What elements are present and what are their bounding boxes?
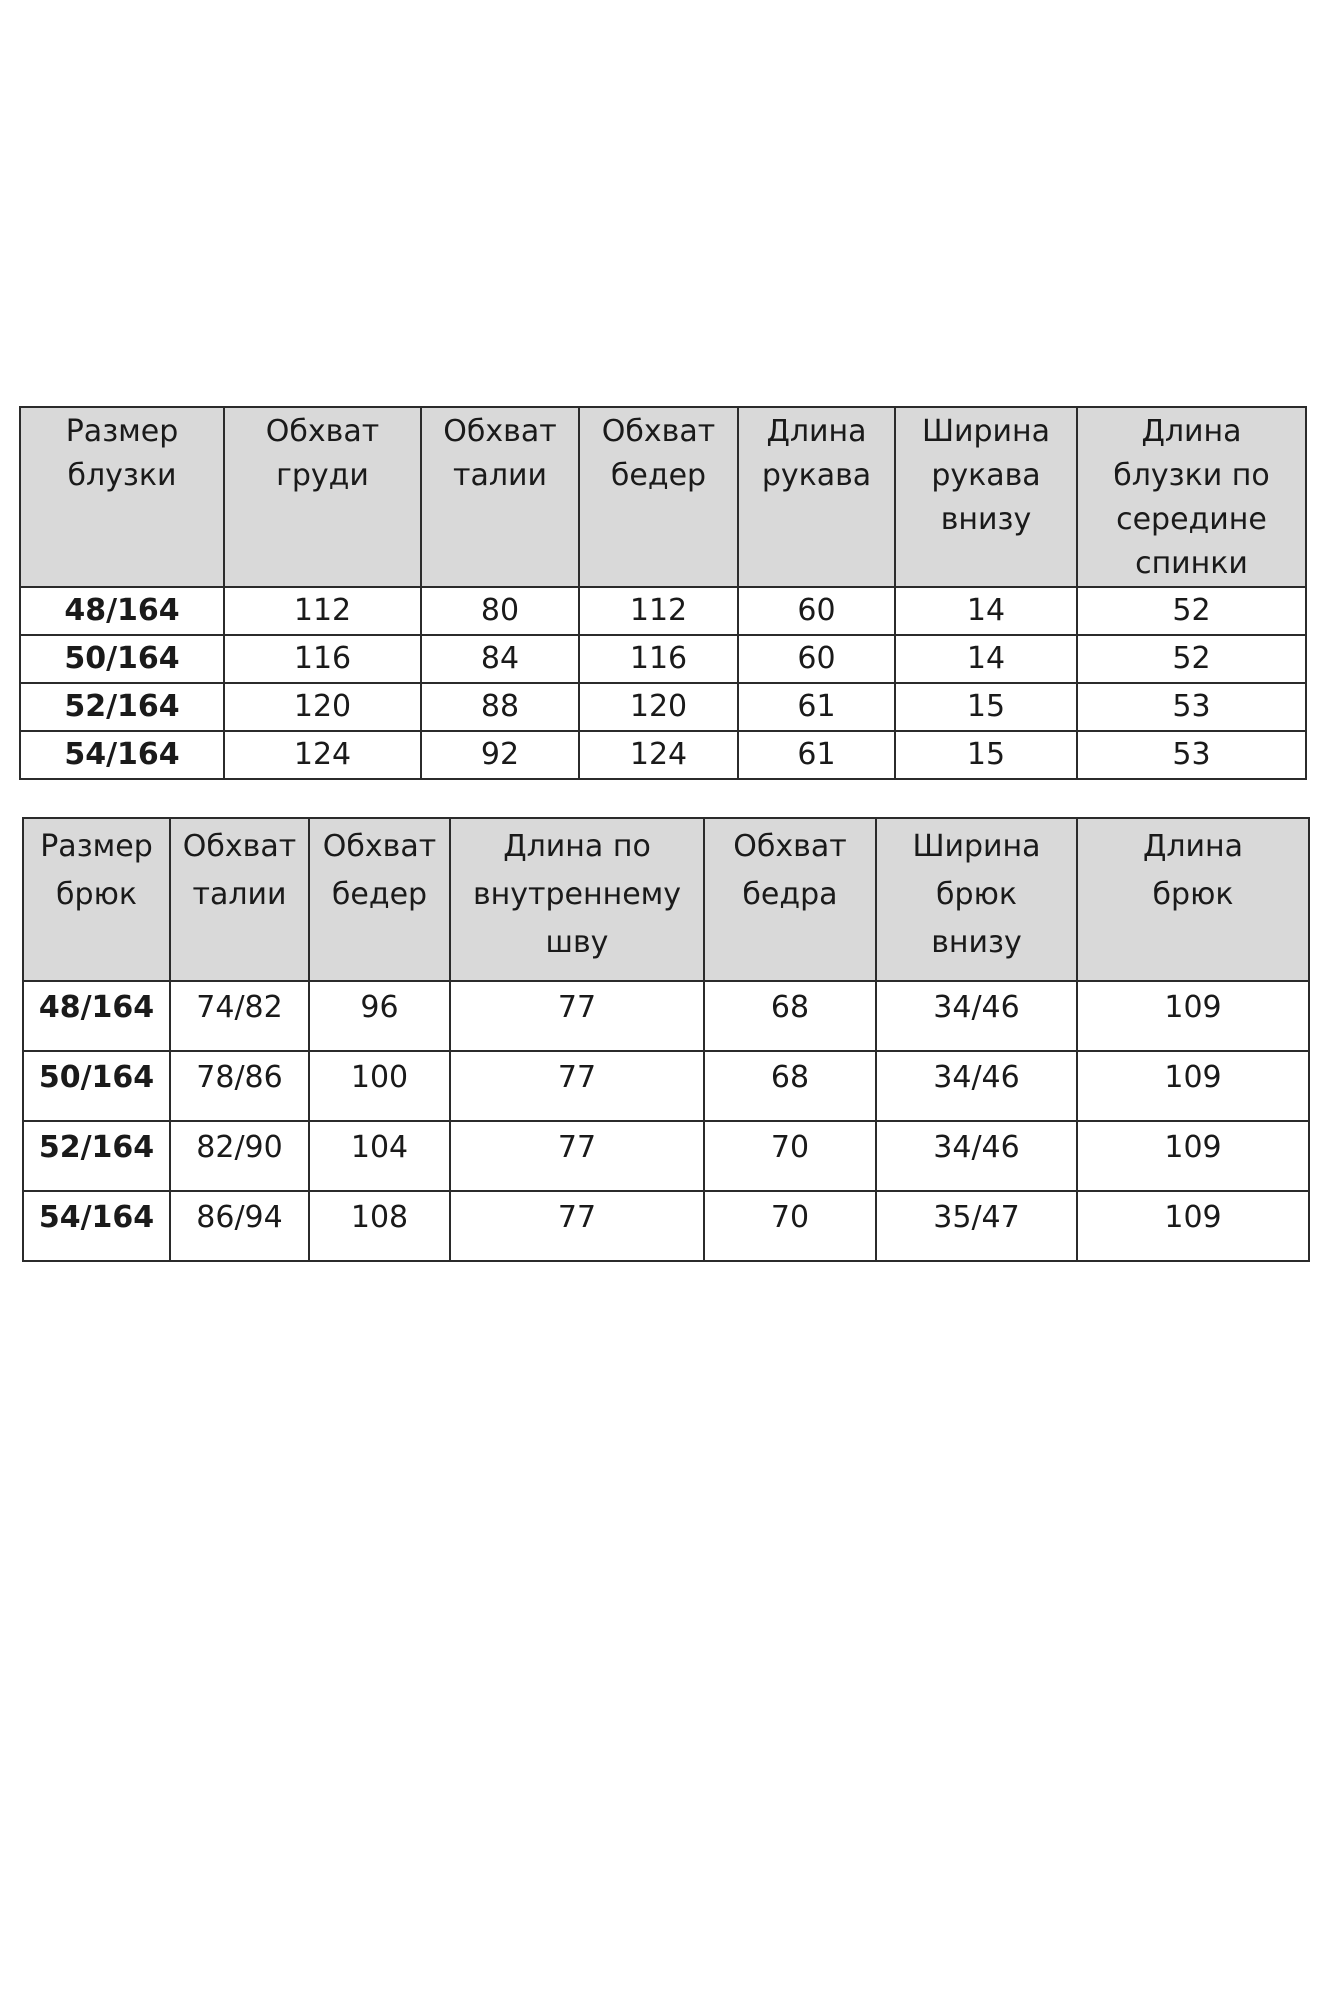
table-cell: 82/90 [170, 1121, 309, 1191]
size-cell: 48/164 [20, 587, 224, 635]
blouse-header-row [20, 407, 1306, 587]
table-cell: 80 [421, 587, 579, 635]
table-row [20, 587, 1306, 635]
table-cell: 14 [895, 635, 1077, 683]
blouse-size-table [19, 406, 1307, 780]
table-row [20, 683, 1306, 731]
table-cell: 116 [579, 635, 738, 683]
blouse-header-hips: Обхват бедер [579, 407, 738, 587]
table-cell: 35/47 [876, 1191, 1077, 1261]
table-cell: 78/86 [170, 1051, 309, 1121]
blouse-header-sleeve-length: Длина рукава [738, 407, 895, 587]
table-cell: 34/46 [876, 1121, 1077, 1191]
table-cell: 70 [704, 1121, 876, 1191]
table-cell: 109 [1077, 981, 1309, 1051]
pants-size-table [22, 817, 1310, 1262]
table-cell: 68 [704, 1051, 876, 1121]
table-cell: 60 [738, 635, 895, 683]
table-cell: 74/82 [170, 981, 309, 1051]
table-row [23, 1051, 1309, 1121]
table-cell: 14 [895, 587, 1077, 635]
table-cell: 112 [579, 587, 738, 635]
table-cell: 77 [450, 1051, 704, 1121]
size-cell: 48/164 [23, 981, 170, 1051]
table-cell: 120 [224, 683, 421, 731]
table-cell: 77 [450, 1191, 704, 1261]
pants-header-hem-width: Ширина брюк внизу [876, 818, 1077, 981]
table-cell: 34/46 [876, 981, 1077, 1051]
table-cell: 15 [895, 731, 1077, 779]
blouse-header-blouse-length: Длина блузки по середине спинки [1077, 407, 1306, 587]
table-cell: 109 [1077, 1051, 1309, 1121]
blouse-header-size: Размер блузки [20, 407, 224, 587]
table-cell: 96 [309, 981, 450, 1051]
table-cell: 77 [450, 1121, 704, 1191]
table-cell: 109 [1077, 1191, 1309, 1261]
table-cell: 68 [704, 981, 876, 1051]
table-cell: 92 [421, 731, 579, 779]
pants-header-length: Длина брюк [1077, 818, 1309, 981]
table-row [23, 1121, 1309, 1191]
pants-header-row [23, 818, 1309, 981]
table-cell: 52 [1077, 587, 1306, 635]
table-cell: 61 [738, 731, 895, 779]
table-cell: 120 [579, 683, 738, 731]
table-cell: 77 [450, 981, 704, 1051]
table-cell: 124 [224, 731, 421, 779]
table-cell: 100 [309, 1051, 450, 1121]
size-cell: 50/164 [20, 635, 224, 683]
pants-header-inseam: Длина по внутреннему шву [450, 818, 704, 981]
table-row [23, 1191, 1309, 1261]
pants-header-waist: Обхват талии [170, 818, 309, 981]
size-cell: 54/164 [23, 1191, 170, 1261]
table-cell: 15 [895, 683, 1077, 731]
table-cell: 109 [1077, 1121, 1309, 1191]
blouse-header-chest: Обхват груди [224, 407, 421, 587]
table-cell: 61 [738, 683, 895, 731]
table-cell: 53 [1077, 683, 1306, 731]
size-cell: 52/164 [20, 683, 224, 731]
table-cell: 60 [738, 587, 895, 635]
table-cell: 53 [1077, 731, 1306, 779]
table-cell: 84 [421, 635, 579, 683]
table-cell: 108 [309, 1191, 450, 1261]
pants-header-thigh: Обхват бедра [704, 818, 876, 981]
table-row [20, 731, 1306, 779]
size-cell: 52/164 [23, 1121, 170, 1191]
table-row [20, 635, 1306, 683]
table-cell: 52 [1077, 635, 1306, 683]
size-cell: 54/164 [20, 731, 224, 779]
blouse-header-waist: Обхват талии [421, 407, 579, 587]
table-cell: 86/94 [170, 1191, 309, 1261]
pants-header-hips: Обхват бедер [309, 818, 450, 981]
table-cell: 124 [579, 731, 738, 779]
table-cell: 88 [421, 683, 579, 731]
table-row [23, 981, 1309, 1051]
table-cell: 112 [224, 587, 421, 635]
blouse-header-sleeve-width: Ширина рукава внизу [895, 407, 1077, 587]
table-cell: 34/46 [876, 1051, 1077, 1121]
table-cell: 104 [309, 1121, 450, 1191]
table-cell: 116 [224, 635, 421, 683]
size-cell: 50/164 [23, 1051, 170, 1121]
pants-header-size: Размер брюк [23, 818, 170, 981]
table-cell: 70 [704, 1191, 876, 1261]
